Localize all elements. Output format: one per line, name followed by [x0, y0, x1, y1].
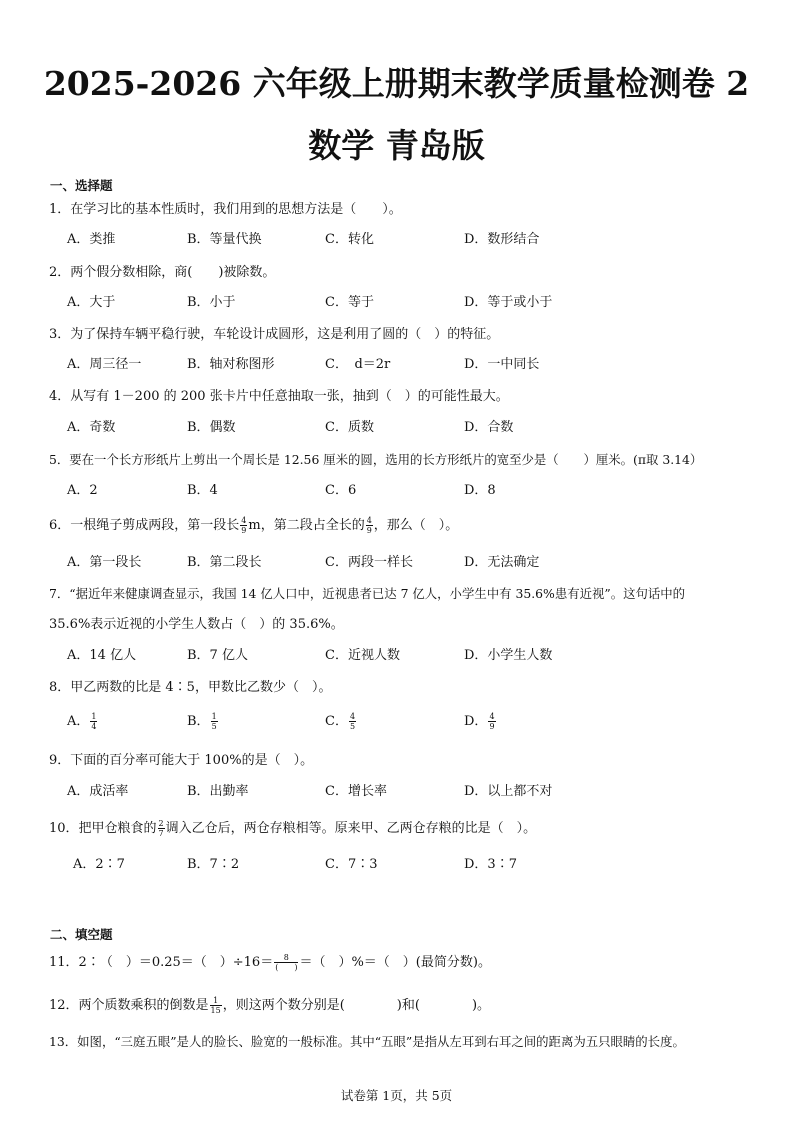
question-4-option-a: A．奇数	[67, 420, 116, 435]
page-title-line1: 2025-2026 六年级上册期末教学质量检测卷 2	[43, 64, 750, 103]
fraction-numerator: 2	[158, 819, 164, 828]
question-3-stem: 3．为了保持车辆平稳行驶，车轮设计成圆形，这是利用了圆的（ ）的特征。	[49, 327, 500, 342]
option-fraction	[211, 712, 218, 731]
question-9-option-c: C．增长率	[325, 784, 387, 799]
fraction-numerator: 1	[210, 996, 222, 1006]
fraction-denominator: 9	[241, 526, 247, 535]
option-label: D．	[464, 714, 488, 729]
option-label: C．	[325, 714, 348, 729]
question-11-stem-part-b: ＝（ ）%＝（ ）(最简分数)。	[299, 955, 491, 970]
fraction-denominator: ( )	[275, 963, 298, 972]
question-6-stem-part-b: m，第二段占全长的	[248, 518, 365, 533]
question-10-stem	[49, 819, 536, 838]
fraction-denominator: 5	[211, 722, 217, 731]
fraction-denominator: 7	[158, 829, 164, 838]
question-8-stem: 8．甲乙两数的比是 4∶5，甲数比乙数少（ ）。	[49, 680, 332, 695]
question-3-option-d: D．一中同长	[464, 357, 540, 372]
question-4-option-c: C．质数	[325, 420, 374, 435]
question-7-option-d: D．小学生人数	[464, 648, 553, 663]
question-2-option-d: D．等于或小于	[464, 295, 553, 310]
question-11-fraction	[274, 953, 298, 972]
question-12-stem	[49, 996, 490, 1015]
question-8-option-c	[325, 712, 357, 731]
page-title-line2: 数学 青岛版	[308, 126, 485, 165]
question-10-fraction	[158, 819, 165, 838]
question-6-option-d: D．无法确定	[464, 555, 540, 570]
question-6-option-c: C．两段一样长	[325, 555, 413, 570]
section-heading-choice: 一、选择题	[50, 178, 113, 193]
question-2-option-c: C．等于	[325, 295, 374, 310]
question-1-option-b: B．等量代换	[187, 232, 262, 247]
question-5-option-c: C．6	[325, 483, 357, 498]
fraction-denominator: 4	[91, 722, 97, 731]
fraction-numerator: 4	[241, 516, 247, 525]
question-7-stem-line-2: 35.6%表示近视的小学生人数占（ ）的 35.6%。	[49, 617, 344, 632]
question-5-option-b: B．4	[187, 483, 218, 498]
option-fraction	[90, 712, 97, 731]
question-10-stem-part-b: 调入乙仓后，两仓存粮相等。原来甲、乙两仓存粮的比是（ ）。	[165, 821, 537, 836]
question-6-option-b: B．第二段长	[187, 555, 262, 570]
option-fraction	[488, 712, 495, 731]
option-fraction	[349, 712, 356, 731]
question-3-option-b: B．轴对称图形	[187, 357, 275, 372]
question-7-option-b: B．7 亿人	[187, 648, 248, 663]
question-10-option-b: B．7∶2	[187, 857, 240, 872]
fraction-numerator: 4	[349, 712, 356, 721]
question-4-stem: 4．从写有 1－200 的 200 张卡片中任意抽取一张，抽到（ ）的可能性最大。	[49, 389, 509, 404]
option-label: A．	[67, 714, 90, 729]
question-4-option-b: B．偶数	[187, 420, 236, 435]
question-13-stem: 13．如图，“三庭五眼”是人的脸长、脸宽的一般标准。其中“五眼”是指从左耳到右耳之间的距离为五只眼睛的长度。	[49, 1034, 685, 1049]
question-12-stem-part-b: ，则这两个数分别是( )和( )。	[222, 998, 491, 1013]
question-2-option-b: B．小于	[187, 295, 236, 310]
fraction-numerator: 8	[274, 953, 298, 963]
question-6-fraction-1	[240, 516, 247, 535]
question-9-stem: 9．下面的百分率可能大于 100%的是（ ）。	[49, 753, 314, 768]
page-footer: 试卷第 1页，共 5页	[340, 1088, 453, 1103]
question-6-stem-part-c: ，那么（ ）。	[373, 518, 459, 533]
question-6-fraction-2	[366, 516, 373, 535]
question-6-stem	[49, 516, 458, 535]
section-heading-fill: 二、填空题	[50, 927, 113, 942]
question-6-option-a: A．第一段长	[67, 555, 142, 570]
question-5-option-a: A．2	[67, 483, 98, 498]
question-1-option-c: C．转化	[325, 232, 374, 247]
question-10-option-c: C．7∶3	[325, 857, 378, 872]
fraction-denominator: 9	[366, 526, 372, 535]
question-6-stem-part-a: 6．一根绳子剪成两段，第一段长	[49, 518, 240, 533]
question-8-option-d	[464, 712, 497, 731]
question-9-option-a: A．成活率	[67, 784, 129, 799]
question-3-option-c: C． d＝2r	[325, 357, 391, 372]
question-9-option-d: D．以上都不对	[464, 784, 553, 799]
question-2-stem: 2．两个假分数相除，商( )被除数。	[49, 265, 276, 280]
question-5-stem: 5．要在一个长方形纸片上剪出一个周长是 12.56 厘米的圆，选用的长方形纸片的宽至少是（ ）厘米。(π取 3.14）	[49, 452, 703, 467]
question-8-option-a	[67, 712, 98, 731]
fraction-numerator: 4	[489, 712, 495, 721]
question-12-fraction	[210, 996, 222, 1015]
question-10-stem-part-a: 10．把甲仓粮食的	[49, 821, 157, 836]
question-8-option-b	[187, 712, 219, 731]
question-10-option-d: D．3∶7	[464, 857, 517, 872]
fraction-numerator: 1	[91, 712, 97, 721]
question-9-option-b: B．出勤率	[187, 784, 249, 799]
question-1-stem: 1．在学习比的基本性质时，我们用到的思想方法是（ ）。	[49, 202, 402, 217]
question-10-option-a: A．2∶7	[73, 857, 125, 872]
question-7-stem-line-1: 7．“据近年来健康调查显示，我国 14 亿人口中，近视患者已达 7 亿人，小学生中有 35.6%患有近视”。这句话中的	[49, 586, 686, 601]
question-7-option-c: C．近视人数	[325, 648, 400, 663]
question-5-option-d: D．8	[464, 483, 496, 498]
fraction-numerator: 1	[211, 712, 217, 721]
question-1-option-a: A．类推	[67, 232, 116, 247]
fraction-denominator: 5	[349, 722, 356, 731]
question-12-stem-part-a: 12．两个质数乘积的倒数是	[49, 998, 209, 1013]
question-1-option-d: D．数形结合	[464, 232, 540, 247]
option-label: B．	[187, 714, 210, 729]
question-11-stem	[49, 953, 491, 972]
question-7-option-a: A．14 亿人	[67, 648, 137, 663]
question-4-option-d: D．合数	[464, 420, 514, 435]
fraction-denominator: 9	[489, 722, 495, 731]
question-3-option-a: A．周三径一	[67, 357, 142, 372]
fraction-numerator: 4	[366, 516, 372, 525]
question-2-option-a: A．大于	[67, 295, 116, 310]
question-11-stem-part-a: 11．2∶（ ）＝0.25＝（ ）÷16＝	[49, 955, 274, 970]
fraction-denominator: 15	[210, 1006, 221, 1015]
